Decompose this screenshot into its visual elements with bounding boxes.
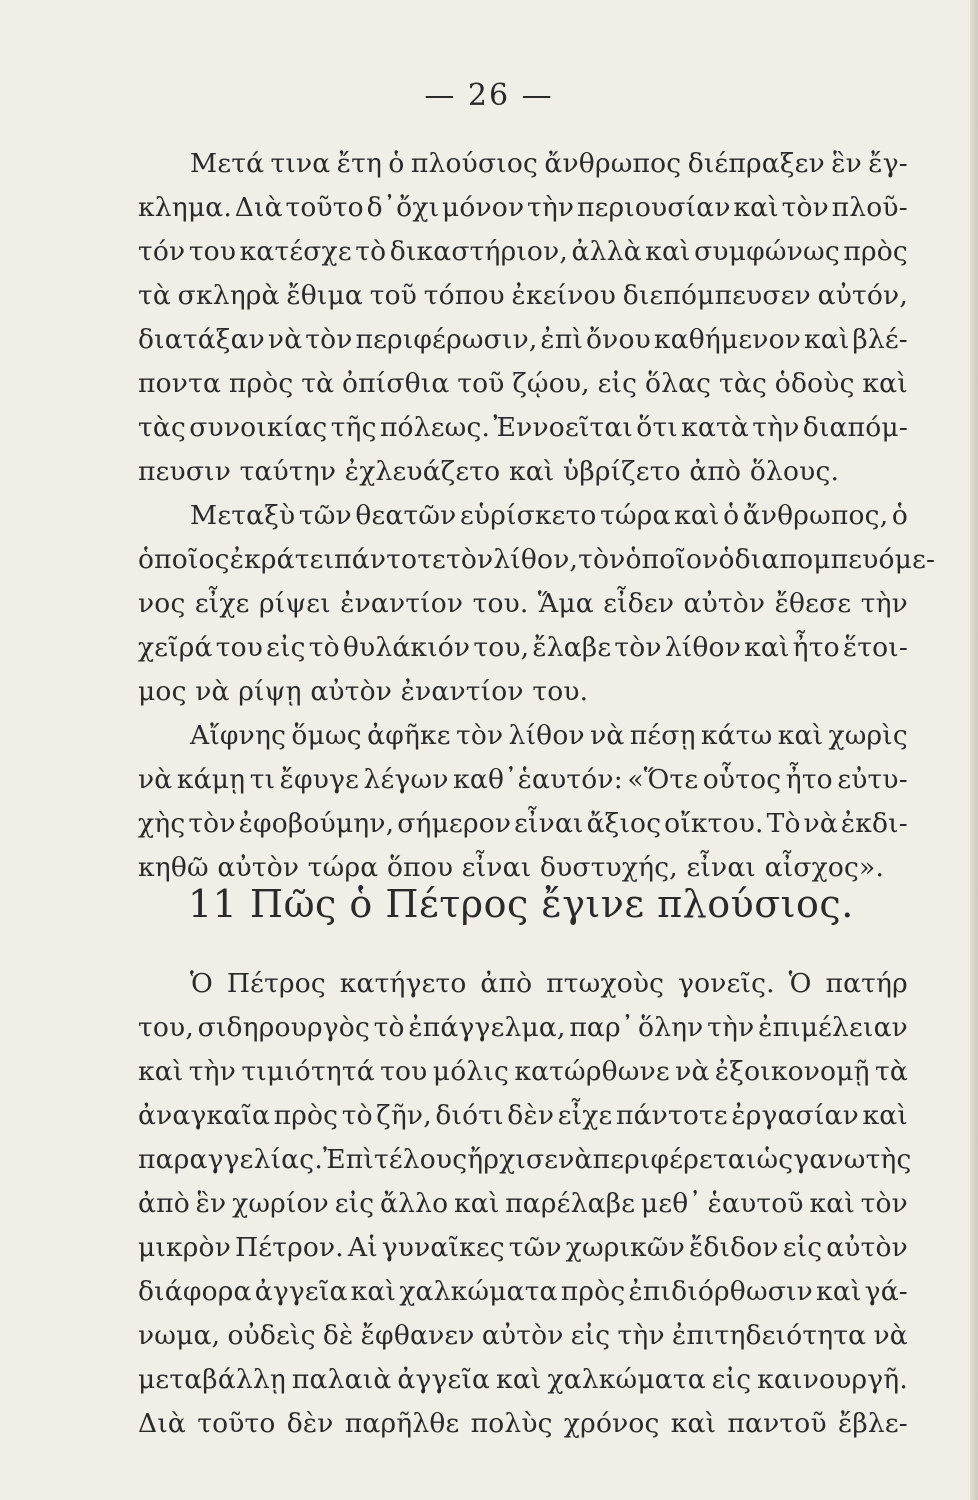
section-heading: 11 Πῶς ὁ Πέτρος ἔγινε πλούσιος.: [188, 882, 854, 926]
section-1-text: [138, 142, 936, 890]
text-line: τὰ σκληρὰ ἔθιμα τοῦ τόπου ἐκείνου διεπόμπευσεν αὐτόν,: [138, 280, 908, 311]
text-line: διάφορα ἀγγεῖα καὶ χαλκώματα πρὸς ἐπιδιόρθωσιν καὶ γά-: [138, 1276, 908, 1307]
text-line: Αἴφνης ὅμως ἀφῆκε τὸν λίθον νὰ πέσῃ κάτω καὶ χωρὶς: [190, 720, 908, 751]
text-line: τὰς συνοικίας τῆς πόλεως. Ἐννοεῖται ὅτι κατὰ τὴν διαπόμ-: [138, 412, 908, 443]
page-number: — 26 —: [424, 78, 554, 113]
text-line: ἀναγκαῖα πρὸς τὸ ζῆν, διότι δὲν εἶχε πάντοτε ἐργασίαν καὶ: [138, 1100, 908, 1131]
text-line: ποντα πρὸς τὰ ὀπίσθια τοῦ ζῴου, εἰς ὅλας τὰς ὁδοὺς καὶ: [138, 368, 908, 399]
text-line: πευσιν ταύτην ἐχλευάζετο καὶ ὑβρίζετο ἀπὸ ὅλους.: [138, 456, 840, 487]
text-line: χεῖρά του εἰς τὸ θυλάκιόν του, ἔλαβε τὸν λίθον καὶ ἦτο ἕτοι-: [138, 632, 908, 663]
text-line: Μετά τινα ἔτη ὁ πλούσιος ἄνθρωπος διέπραξεν ἓν ἔγ-: [190, 148, 908, 179]
text-line: μικρὸν Πέτρον. Αἱ γυναῖκες τῶν χωρικῶν ἔδιδον εἰς αὐτὸν: [138, 1232, 908, 1263]
text-line: νὰ κάμῃ τι ἔφυγε λέγων καθ᾽ἑαυτόν: «Ὅτε οὗτος ἦτο εὐτυ-: [138, 764, 908, 795]
text-line: Διὰ τοῦτο δὲν παρῆλθε πολὺς χρόνος καὶ παντοῦ ἔβλε-: [138, 1408, 908, 1439]
text-line: μος νὰ ρίψῃ αὐτὸν ἐναντίον του.: [138, 676, 589, 707]
text-line: Μεταξὺ τῶν θεατῶν εὑρίσκετο τώρα καὶ ὁ ἄνθρωπος, ὁ: [190, 500, 908, 531]
text-line: μεταβάλλῃ παλαιὰ ἀγγεῖα καὶ χαλκώματα εἰς καινουργῆ.: [138, 1364, 908, 1395]
text-line: νωμα, οὐδεὶς δὲ ἔφθανεν αὐτὸν εἰς τὴν ἐπιτηδειότητα νὰ: [138, 1320, 908, 1351]
text-line: καὶ τὴν τιμιότητά του μόλις κατώρθωνε νὰ ἐξοικονομῇ τὰ: [138, 1056, 908, 1087]
text-line: Ὁ Πέτρος κατήγετο ἀπὸ πτωχοὺς γονεῖς. Ὁ πατήρ: [190, 968, 908, 999]
page-edge: [970, 0, 978, 1500]
text-line: νος εἶχε ρίψει ἐναντίον του. Ἅμα εἶδεν αὐτὸν ἔθεσε τὴν: [138, 588, 908, 619]
text-line: χὴς τὸν ἐφοβούμην, σήμερον εἶναι ἄξιος οἴκτου. Τὸ νὰ ἐκδι-: [138, 808, 908, 839]
section-2-text: [138, 962, 912, 1446]
text-line: κηθῶ αὐτὸν τώρα ὅπου εἶναι δυστυχής, εἶναι αἶσχος».: [138, 852, 885, 883]
text-line: τόν του κατέσχε τὸ δικαστήριον, ἀλλὰ καὶ συμφώνως πρὸς: [138, 236, 908, 267]
text-line: ὁποῖος ἐκράτει πάντοτε τὸν λίθον, τὸν ὁποῖον ὁ διαπομπευόμε-: [138, 544, 936, 575]
text-line: του, σιδηρουργὸς τὸ ἐπάγγελμα, παρ᾽ ὅλην τὴν ἐπιμέλειαν: [138, 1012, 908, 1043]
text-line: κλημα. Διὰ τοῦτο δ᾽ὄχι μόνον τὴν περιουσίαν καὶ τὸν πλοῦ-: [138, 192, 908, 223]
text-line: ἀπὸ ἓν χωρίον εἰς ἄλλο καὶ παρέλαβε μεθ᾽ ἑαυτοῦ καὶ τὸν: [138, 1188, 908, 1219]
text-line: παραγγελίας. Ἐπὶ τέλους ἤρχισε νὰ περιφέρεται ὡς γανωτὴς: [138, 1144, 912, 1175]
text-line: διατάξαν νὰ τὸν περιφέρωσιν, ἐπὶ ὄνου καθήμενον καὶ βλέ-: [138, 324, 908, 355]
